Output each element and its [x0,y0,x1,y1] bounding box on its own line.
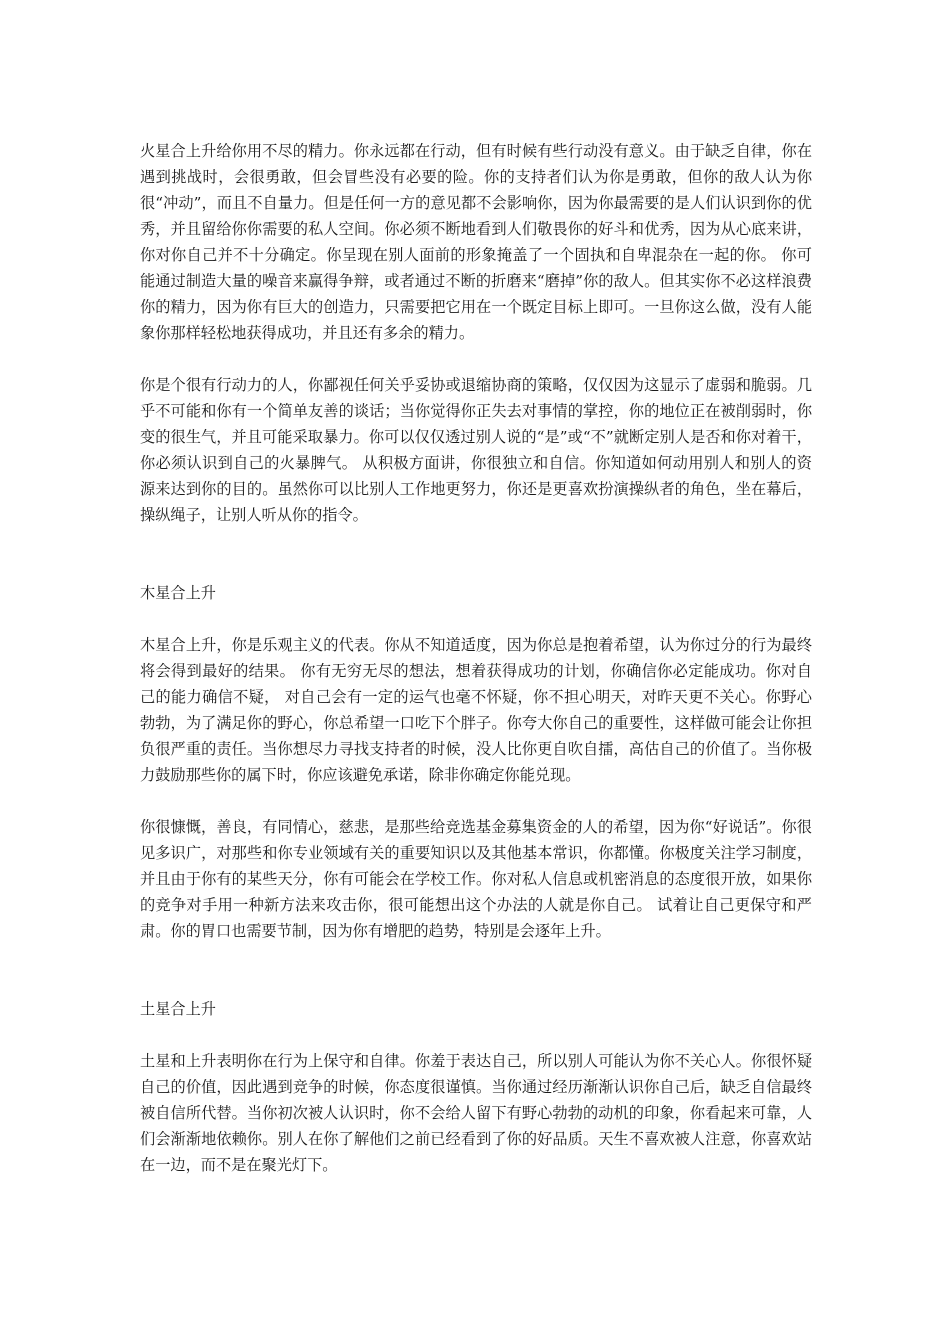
paragraph-spacer [140,346,812,372]
mars-paragraph-1: 火星合上升给你用不尽的精力。你永远都在行动，但有时候有些行动没有意义。由于缺乏自律，你在遇到挑战时，会很勇敢，但会冒些没有必要的险。你的支持者们认为你是勇敢，但你的敌人认为你很“冲动”，而且不自量力。但是任何一方的意见都不会影响你，因为你最需要的是人们认识到你的优秀，并且留给你你需要的私人空间。你必须不断地看到人们敬畏你的好斗和优秀，因为从心底来讲，你对你自己并不十分确定。你呈现在别人面前的形象掩盖了一个固执和自卑混杂在一起的你。 你可能通过制造大量的噪音来赢得争辩，或者通过不断的折磨来“磨掉”你的敌人。但其实你不必这样浪费你的精力，因为你有巨大的创造力，只需要把它用在一个既定目标上即可。一旦你这么做，没有人能象你那样轻松地获得成功，并且还有多余的精力。 [140,142,812,342]
mars-paragraph-2: 你是个很有行动力的人，你鄙视任何关乎妥协或退缩协商的策略，仅仅因为这显示了虚弱和脆弱。几乎不可能和你有一个简单友善的谈话；当你觉得你正失去对事情的掌控，你的地位正在被削弱时，你变的很生气，并且可能采取暴力。你可以仅仅透过别人说的“是”或“不”就断定别人是否和你对着干，你必须认识到自己的火暴脾气。 从积极方面讲，你很独立和自信。你知道如何动用别人和别人的资源来达到你的目的。虽然你可以比别人工作地更努力，你还是更喜欢扮演操纵者的角色，坐在幕后，操纵绳子，让别人听从你的指令。 [140,376,812,524]
paragraph-spacer [140,1022,812,1048]
paragraph-spacer [140,606,812,632]
document-page [140,138,812,1178]
saturn-heading: 土星合上升 [140,1000,216,1018]
paragraph-spacer [140,788,812,814]
saturn-paragraph-1: 土星和上升表明你在行为上保守和自律。你羞于表达自己，所以别人可能认为你不关心人。你很怀疑自己的价值，因此遇到竞争的时候，你态度很谨慎。当你通过经历渐渐认识你自己后，缺乏自信最终被自信所代替。当你初次被人认识时，你不会给人留下有野心勃勃的动机的印象，你看起来可靠，人们会渐渐地依赖你。别人在你了解他们之前已经看到了你的好品质。天生不喜欢被人注意，你喜欢站在一边，而不是在聚光灯下。 [140,1052,812,1174]
section-spacer [140,944,812,996]
jupiter-paragraph-2: 你很慷慨，善良，有同情心，慈悲，是那些给竞选基金募集资金的人的希望，因为你“好说话”。你很见多识广，对那些和你专业领域有关的重要知识以及其他基本常识，你都懂。你极度关注学习制度，并且由于你有的某些天分，你有可能会在学校工作。你对私人信息或机密消息的态度很开放，如果你的竞争对手用一种新方法来攻击你，很可能想出这个办法的人就是你自己。 试着让自己更保守和严肃。你的胃口也需要节制，因为你有增肥的趋势，特别是会逐年上升。 [140,818,812,940]
section-spacer [140,528,812,580]
jupiter-paragraph-1: 木星合上升，你是乐观主义的代表。你从不知道适度，因为你总是抱着希望，认为你过分的行为最终将会得到最好的结果。 你有无穷无尽的想法，想着获得成功的计划，你确信你必定能成功。你对自己的能力确信不疑， 对自己会有一定的运气也毫不怀疑，你不担心明天，对昨天更不关心。你野心勃勃，为了满足你的野心，你总希望一口吃下个胖子。你夸大你自己的重要性，这样做可能会让你担负很严重的责任。当你想尽力寻找支持者的时候，没人比你更自吹自擂，高估自己的价值了。当你极力鼓励那些你的属下时，你应该避免承诺，除非你确定你能兑现。 [140,636,812,784]
jupiter-heading: 木星合上升 [140,584,216,602]
